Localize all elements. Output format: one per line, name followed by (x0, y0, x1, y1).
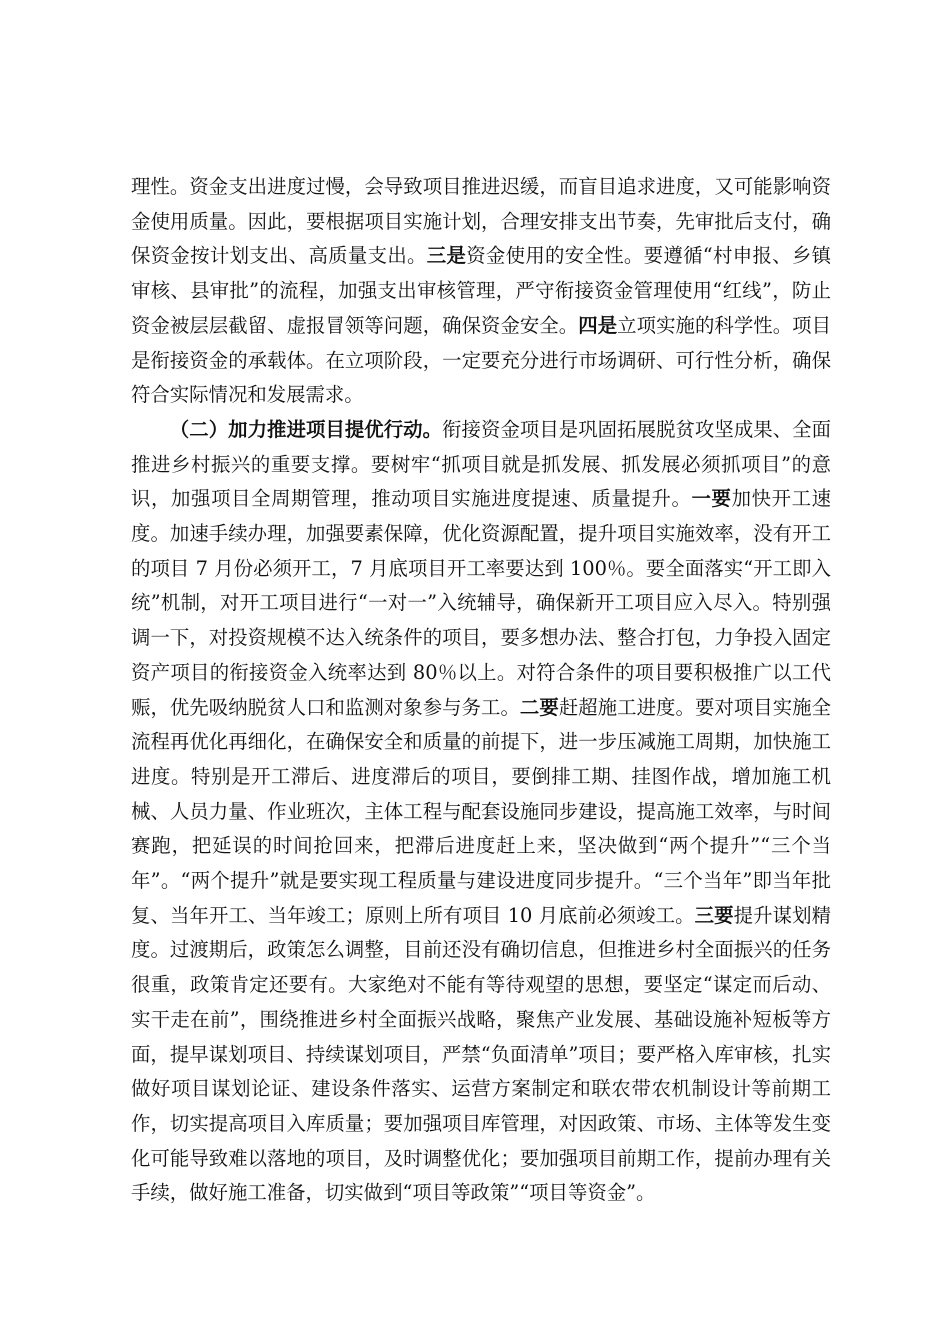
emphasis-third-requirement: 三要 (694, 903, 734, 927)
body-text (131, 170, 831, 1211)
text-segment: 立项实施的科学性。项目是衔接资金的承载体。在立项阶段，一定要充分进行市场调研、可行性分析，确保符合实际情况和发展需求。 (131, 313, 832, 407)
text-segment: 衔接资金项目是巩固拓展脱贫攻坚成果、全面推进乡村振兴的重要支撑。要树牢“抓项目就是抓发展、抓发展必须抓项目”的意识，加强项目全周期管理，推动项目实施进度提速、质量提升。 (131, 417, 832, 511)
emphasis-first: 一要 (691, 487, 732, 511)
emphasis-third: 三是 (426, 244, 467, 268)
text-segment: 加快开工速度。加速手续办理，加强要素保障，优化资源配置，提升项目实施效率，没有开工的项目 7 月份必须开工，7 月底项目开工率要达到 100％。要全面落实“开工即入统”机制，对开工项目进行“一对一”入统辅导，确保新开工项目应入尽入。特别强调一下，对投资规模不达入统条件的项目，要多想办法、整合打包，力争投入固定资产项目的衔接资金入统率达到 80％以上。对符合条件的项目要积极推广以工代赈，优先吸纳脱贫人口和监测对象参与务工。 (131, 487, 832, 719)
emphasis-second: 二要 (519, 695, 559, 719)
text-segment: 提升谋划精度。过渡期后，政策怎么调整，目前还没有确切信息，但推进乡村全面振兴的任务很重，政策肯定还要有。大家绝对不能有等待观望的思想，要坚定“谋定而后动、实干走在前”，围绕推进乡村全面振兴战略，聚焦产业发展、基础设施补短板等方面，提早谋划项目、持续谋划项目，严禁“负面清单”项目；要严格入库审核，扎实做好项目谋划论证、建设条件落实、运营方案制定和联农带农机制设计等前期工作，切实提高项目入库质量；要加强项目库管理，对因政策、市场、主体等发生变化可能导致难以落地的项目，及时调整优化；要加强项目前期工作，提前办理有关手续，做好施工准备，切实做到“项目等政策”“项目等资金”。 (131, 903, 832, 1205)
section-heading: （二）加力推进项目提优行动。 (169, 417, 443, 441)
paragraph-project-action (131, 413, 831, 1211)
text-segment: 理性。资金支出进度过慢，会导致项目推进迟缓，而盲目追求进度，又可能影响资金使用质量。因此，要根据项目实施计划，合理安排支出节奏，先审批后支付，确保资金按计划支出、高质量支出。 (131, 175, 831, 268)
text-segment: 赶超施工进度。要对项目实施全流程再优化再细化，在确保安全和质量的前提下，进一步压减施工周期，加快施工进度。特别是开工滞后、进度滞后的项目，要倒排工期、挂图作战，增加施工机械、人员力量、作业班次，主体工程与配套设施同步建设，提高施工效率，与时间赛跑，把延误的时间抢回来，把滞后进度赶上来，坚决做到“两个提升”“三个当年”。“两个提升”就是要实现工程质量与建设进度同步提升。“三个当年”即当年批复、当年开工、当年竣工；原则上所有项目 10 月底前必须竣工。 (131, 695, 832, 927)
paragraph-fund-use (131, 170, 831, 413)
text-segment: 资金使用的安全性。要遵循“村申报、乡镇审核、县审批”的流程，加强支出审核管理，严守衔接资金管理使用“红线”，防止资金被层层截留、虚报冒领等问题，确保资金安全。 (131, 244, 831, 337)
emphasis-fourth: 四是 (578, 313, 618, 337)
